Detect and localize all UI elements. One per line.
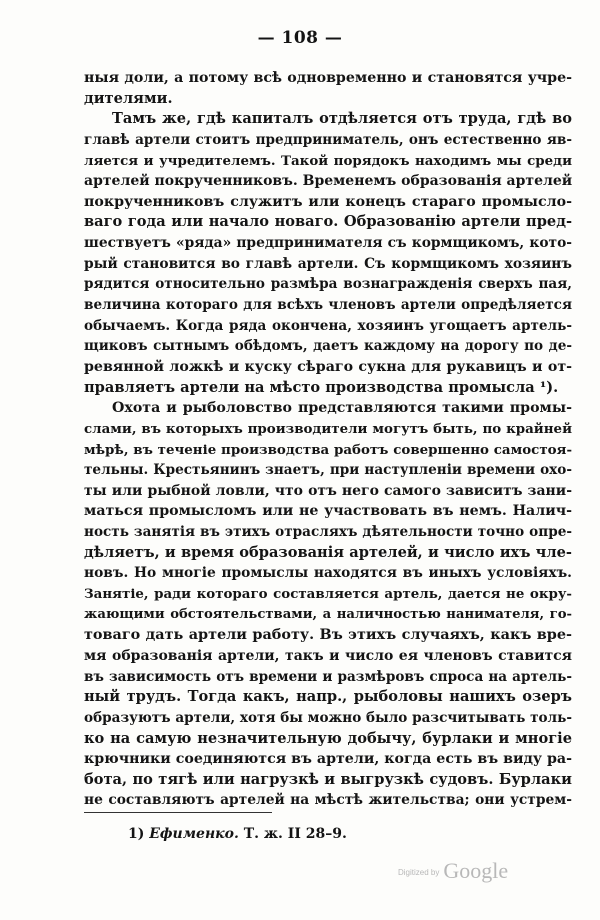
text-line: Тамъ же, гдѣ капиталъ отдѣляется отъ труда, гдѣ во xyxy=(112,110,572,128)
footnote xyxy=(128,826,347,842)
footnote-reference: Т. ж. II 28–9. xyxy=(243,826,347,842)
text-line: мѣрѣ, въ теченіе производства работъ совершенно самостоя- xyxy=(84,441,572,458)
text-line: тельны. Крестьянинъ знаетъ, при наступленіи времени охо- xyxy=(84,462,572,479)
text-line: шествуетъ «ряда» предпринимателя съ кормщикомъ, кото- xyxy=(84,235,572,252)
text-line: не составляютъ артелей на мѣстѣ жительства; они устрем- xyxy=(84,792,572,809)
text-line: дѣляетъ, и время образованія артелей, и число ихъ чле- xyxy=(84,543,572,561)
text-line: маться промысломъ или не участвовать въ немъ. Налич- xyxy=(84,503,572,520)
text-line: ревянной ложкѣ и куску сѣраго сукна для рукавицъ и от- xyxy=(84,358,572,375)
text-line: Охота и рыболовство представляются такими промы- xyxy=(112,400,572,417)
text-line: ляется и учредителемъ. Такой порядокъ находимъ мы среди xyxy=(84,152,572,169)
footnote-author: Ефименко. xyxy=(149,826,239,842)
text-line: покрученниковъ служитъ или конецъ стараго промысло- xyxy=(84,193,572,210)
digitized-watermark xyxy=(398,858,508,884)
text-line: обычаемъ. Когда ряда окончена, хозяинъ угощаетъ артель- xyxy=(84,317,572,334)
watermark-prefix: Digitized by xyxy=(398,868,440,877)
text-line: ность занятія въ этихъ отрасляхъ дѣятельности точно опре- xyxy=(84,524,572,541)
text-line: новъ. Но многіе промыслы находятся въ иныхъ условіяхъ. xyxy=(84,565,572,582)
text-line: Занятіе, ради котораго составляется артель, дается не окру- xyxy=(84,586,572,603)
text-line: рый становится во главѣ артели. Съ кормщикомъ хозяинъ xyxy=(84,255,572,272)
footnote-marker: 1) xyxy=(128,826,145,842)
text-line: въ зависимость отъ времени и размѣровъ спроса на артель- xyxy=(84,668,572,685)
body-text xyxy=(84,68,572,811)
text-line: образуютъ артели, хотя бы можно было разсчитывать толь- xyxy=(84,709,573,726)
text-line: крючники соединяются въ артели, когда есть въ виду ра- xyxy=(84,751,572,768)
footnote-divider xyxy=(84,812,272,813)
text-line: слами, въ которыхъ производители могутъ быть, по крайней xyxy=(84,420,572,437)
text-line: ты или рыбной ловли, что отъ него самого зависитъ зани- xyxy=(84,482,572,499)
text-line: рядится относительно размѣра вознагражденія сверхъ пая, xyxy=(84,276,572,293)
text-line: правляетъ артели на мѣсто производства промысла ¹). xyxy=(84,378,559,396)
text-line: ваго года или начало новаго. Образованію артели пред- xyxy=(84,213,572,231)
text-line: главѣ артели стоитъ предприниматель, онъ естественно яв- xyxy=(84,131,572,148)
text-line: ко на самую незначительную добычу, бурлаки и многіе xyxy=(84,729,572,747)
text-line: товаго дать артели работу. Въ этихъ случаяхъ, какъ вре- xyxy=(84,626,572,644)
text-line: бота, по тягѣ или нагрузкѣ и выгрузкѣ судовъ. Бурлаки xyxy=(84,770,572,788)
text-line: величина котораго для всѣхъ членовъ артели опредѣляется xyxy=(84,297,572,314)
text-line: ный трудъ. Тогда какъ, напр., рыболовы нашихъ озеръ xyxy=(84,688,572,706)
google-logo: Google xyxy=(443,858,509,883)
text-line: ныя доли, а потому всѣ одновременно и становятся учре- xyxy=(84,70,572,86)
text-line: мя образованія артели, такъ и число ея членовъ ставится xyxy=(84,647,572,664)
page-number: — 108 — xyxy=(257,28,343,48)
text-line: щиковъ сытнымъ обѣдомъ, даетъ каждому на дорогу по де- xyxy=(84,338,572,355)
text-line: дителями. xyxy=(84,89,173,107)
text-line: артелей покрученниковъ. Временемъ образованія артелей xyxy=(84,173,573,190)
text-line: жающими обстоятельствами, а наличностью нанимателя, го- xyxy=(84,606,572,622)
